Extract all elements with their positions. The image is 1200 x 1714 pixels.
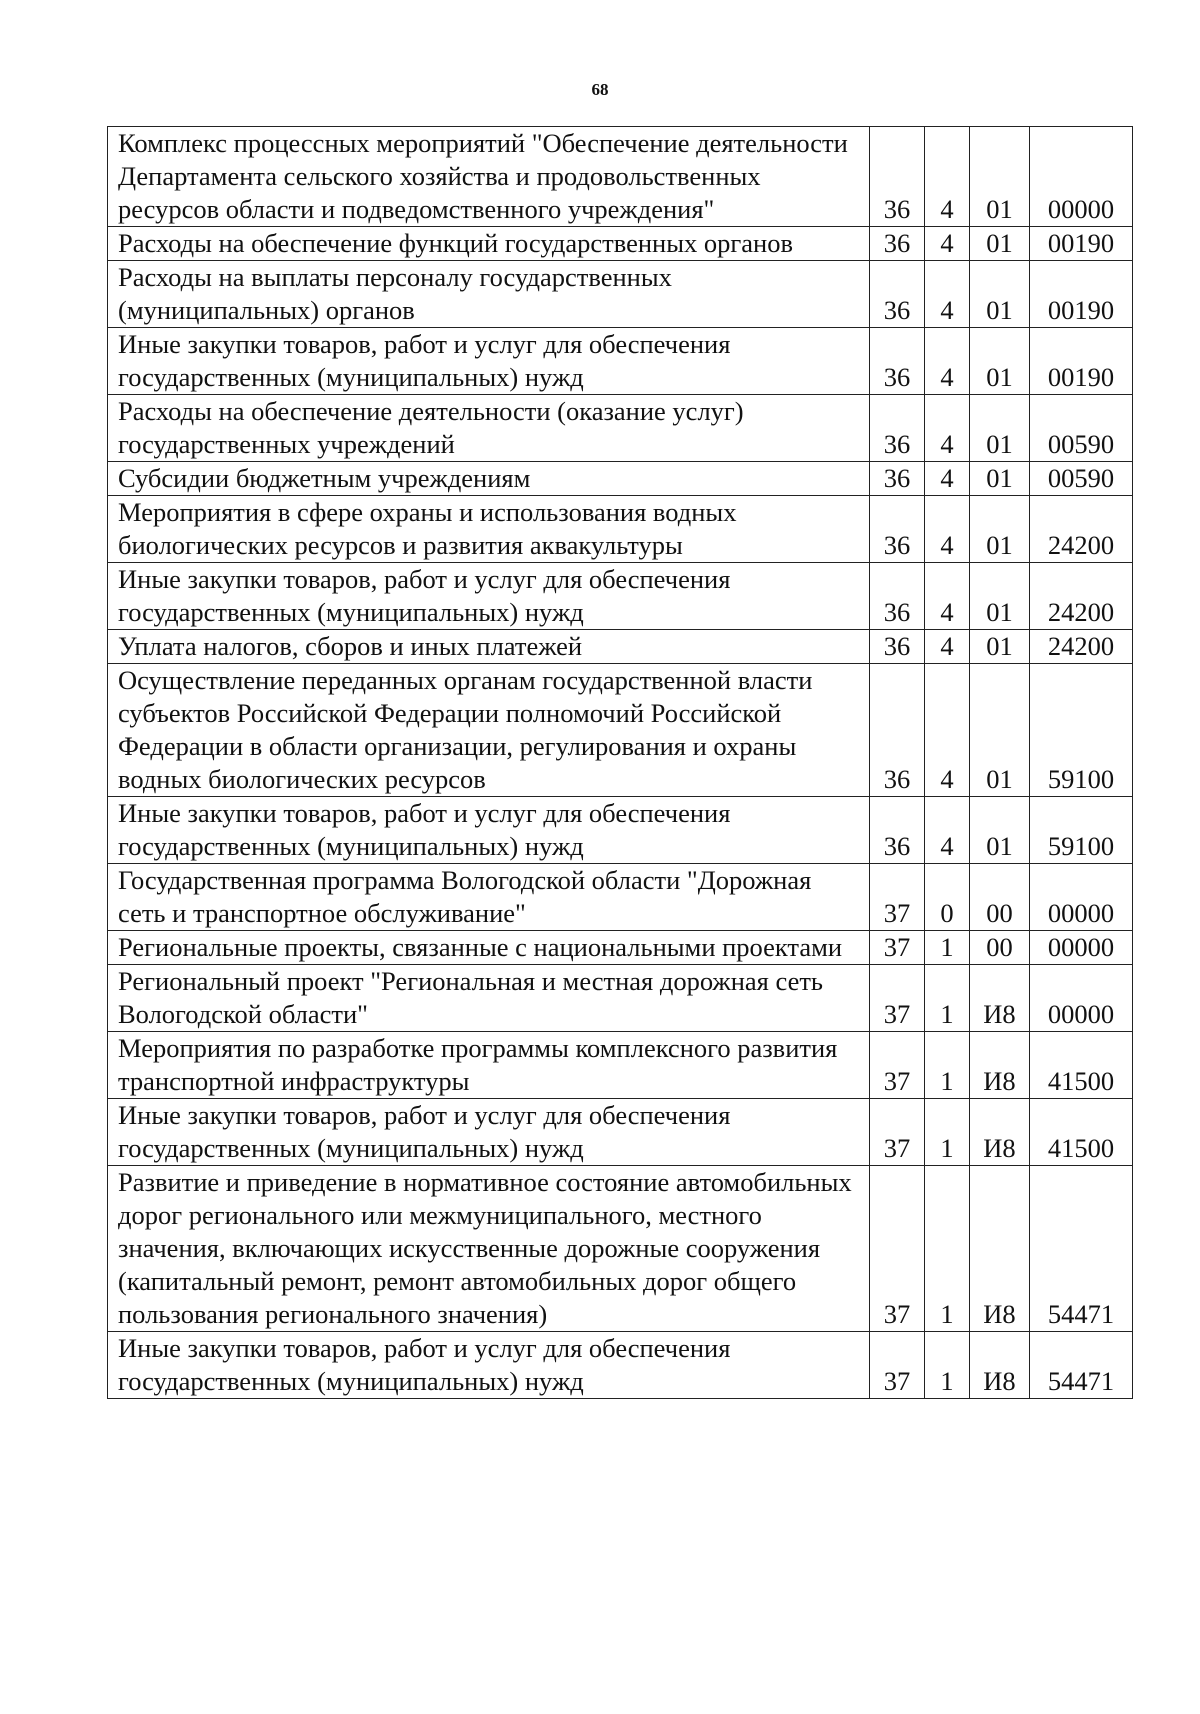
- table-row: [108, 328, 1133, 395]
- code-cell-1: 36: [870, 261, 925, 328]
- code-cell-3: 01: [970, 395, 1030, 462]
- code-cell-1: 37: [870, 1032, 925, 1099]
- code-cell-3: 00: [970, 864, 1030, 931]
- table-row: [108, 1166, 1133, 1332]
- code-cell-1: 36: [870, 227, 925, 261]
- row-name-cell: Расходы на обеспечение деятельности (оказание услуг) государственных учреждений: [108, 395, 870, 462]
- row-name-cell: Иные закупки товаров, работ и услуг для обеспечения государственных (муниципальных) нужд: [108, 563, 870, 630]
- table-row: [108, 864, 1133, 931]
- table-row: [108, 227, 1133, 261]
- code-cell-3: 01: [970, 630, 1030, 664]
- code-cell-2: 1: [925, 931, 970, 965]
- code-cell-4: 00590: [1030, 462, 1133, 496]
- table-row: [108, 1332, 1133, 1399]
- code-cell-2: 4: [925, 664, 970, 797]
- code-cell-3: 01: [970, 664, 1030, 797]
- code-cell-3: 01: [970, 797, 1030, 864]
- code-cell-1: 36: [870, 328, 925, 395]
- code-cell-1: 36: [870, 563, 925, 630]
- table-row: [108, 1032, 1133, 1099]
- budget-classification-table: [107, 126, 1133, 1399]
- code-cell-2: 1: [925, 1099, 970, 1166]
- code-cell-1: 37: [870, 1099, 925, 1166]
- code-cell-3: И8: [970, 1332, 1030, 1399]
- code-cell-3: 01: [970, 462, 1030, 496]
- code-cell-3: 01: [970, 127, 1030, 227]
- code-cell-3: 01: [970, 563, 1030, 630]
- code-cell-4: 59100: [1030, 797, 1133, 864]
- table-row: [108, 797, 1133, 864]
- code-cell-4: 54471: [1030, 1166, 1133, 1332]
- code-cell-4: 00000: [1030, 931, 1133, 965]
- code-cell-3: И8: [970, 1099, 1030, 1166]
- table-row: [108, 395, 1133, 462]
- code-cell-4: 00000: [1030, 127, 1133, 227]
- row-name-cell: Осуществление переданных органам государственной власти субъектов Российской Федерации полномочий Российской Федерации в области организации, регулирования и охраны водных биологических ресурсов: [108, 664, 870, 797]
- table-row: [108, 630, 1133, 664]
- row-name-cell: Развитие и приведение в нормативное состояние автомобильных дорог регионального или межмуниципального, местного значения, включающих искусственные дорожные сооружения (капитальный ремонт, ремонт автомобильных дорог общего пользования регионального значения): [108, 1166, 870, 1332]
- code-cell-2: 4: [925, 630, 970, 664]
- row-name-cell: Субсидии бюджетным учреждениям: [108, 462, 870, 496]
- code-cell-2: 1: [925, 1332, 970, 1399]
- code-cell-2: 1: [925, 1032, 970, 1099]
- code-cell-4: 24200: [1030, 563, 1133, 630]
- page-number: 68: [591, 80, 609, 99]
- table-row: [108, 563, 1133, 630]
- code-cell-4: 00190: [1030, 328, 1133, 395]
- table-row: [108, 965, 1133, 1032]
- table-row: [108, 462, 1133, 496]
- row-name-cell: Иные закупки товаров, работ и услуг для обеспечения государственных (муниципальных) нужд: [108, 328, 870, 395]
- table-row: [108, 931, 1133, 965]
- row-name-cell: Расходы на выплаты персоналу государственных (муниципальных) органов: [108, 261, 870, 328]
- code-cell-1: 36: [870, 395, 925, 462]
- code-cell-1: 37: [870, 965, 925, 1032]
- row-name-cell: Региональный проект "Региональная и местная дорожная сеть Вологодской области": [108, 965, 870, 1032]
- code-cell-2: 4: [925, 227, 970, 261]
- code-cell-1: 36: [870, 630, 925, 664]
- code-cell-4: 24200: [1030, 630, 1133, 664]
- row-name-cell: Иные закупки товаров, работ и услуг для обеспечения государственных (муниципальных) нужд: [108, 1332, 870, 1399]
- code-cell-2: 1: [925, 1166, 970, 1332]
- code-cell-1: 37: [870, 1166, 925, 1332]
- code-cell-1: 37: [870, 864, 925, 931]
- row-name-cell: Комплекс процессных мероприятий "Обеспечение деятельности Департамента сельского хозяйства и продовольственных ресурсов области и подведомственного учреждения": [108, 127, 870, 227]
- code-cell-3: 01: [970, 261, 1030, 328]
- code-cell-4: 00190: [1030, 227, 1133, 261]
- code-cell-4: 00190: [1030, 261, 1133, 328]
- code-cell-2: 4: [925, 127, 970, 227]
- table-row: [108, 127, 1133, 227]
- row-name-cell: Региональные проекты, связанные с национальными проектами: [108, 931, 870, 965]
- code-cell-4: 54471: [1030, 1332, 1133, 1399]
- code-cell-3: И8: [970, 1032, 1030, 1099]
- code-cell-2: 1: [925, 965, 970, 1032]
- table-row: [108, 664, 1133, 797]
- code-cell-2: 4: [925, 496, 970, 563]
- code-cell-1: 36: [870, 797, 925, 864]
- code-cell-1: 37: [870, 1332, 925, 1399]
- code-cell-4: 59100: [1030, 664, 1133, 797]
- code-cell-3: И8: [970, 965, 1030, 1032]
- code-cell-3: 00: [970, 931, 1030, 965]
- code-cell-2: 4: [925, 563, 970, 630]
- row-name-cell: Мероприятия по разработке программы комплексного развития транспортной инфраструктуры: [108, 1032, 870, 1099]
- table-row: [108, 1099, 1133, 1166]
- code-cell-4: 41500: [1030, 1099, 1133, 1166]
- row-name-cell: Уплата налогов, сборов и иных платежей: [108, 630, 870, 664]
- code-cell-4: 24200: [1030, 496, 1133, 563]
- code-cell-2: 4: [925, 395, 970, 462]
- code-cell-1: 36: [870, 664, 925, 797]
- code-cell-4: 00000: [1030, 965, 1133, 1032]
- row-name-cell: Мероприятия в сфере охраны и использования водных биологических ресурсов и развития аквакультуры: [108, 496, 870, 563]
- code-cell-2: 4: [925, 462, 970, 496]
- code-cell-1: 36: [870, 496, 925, 563]
- table-row: [108, 496, 1133, 563]
- code-cell-3: И8: [970, 1166, 1030, 1332]
- code-cell-3: 01: [970, 496, 1030, 563]
- code-cell-1: 36: [870, 127, 925, 227]
- row-name-cell: Иные закупки товаров, работ и услуг для обеспечения государственных (муниципальных) нужд: [108, 797, 870, 864]
- code-cell-3: 01: [970, 328, 1030, 395]
- code-cell-4: 41500: [1030, 1032, 1133, 1099]
- row-name-cell: Иные закупки товаров, работ и услуг для обеспечения государственных (муниципальных) нужд: [108, 1099, 870, 1166]
- code-cell-2: 0: [925, 864, 970, 931]
- table-row: [108, 261, 1133, 328]
- row-name-cell: Расходы на обеспечение функций государственных органов: [108, 227, 870, 261]
- code-cell-2: 4: [925, 797, 970, 864]
- code-cell-1: 36: [870, 462, 925, 496]
- row-name-cell: Государственная программа Вологодской области "Дорожная сеть и транспортное обслуживание": [108, 864, 870, 931]
- code-cell-4: 00000: [1030, 864, 1133, 931]
- code-cell-3: 01: [970, 227, 1030, 261]
- code-cell-1: 37: [870, 931, 925, 965]
- code-cell-2: 4: [925, 261, 970, 328]
- code-cell-2: 4: [925, 328, 970, 395]
- table-body: [108, 127, 1133, 1399]
- code-cell-4: 00590: [1030, 395, 1133, 462]
